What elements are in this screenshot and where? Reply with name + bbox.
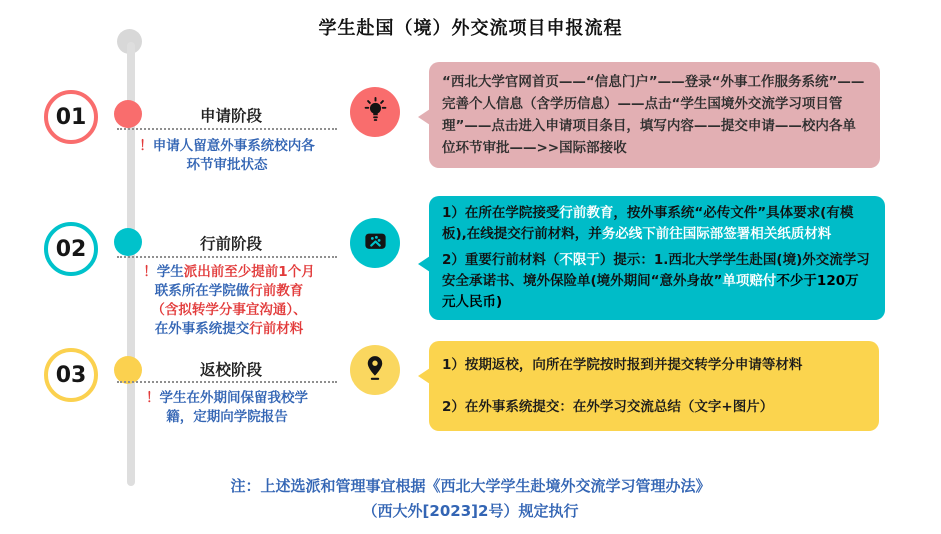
- detail-segment-highlight: 不限于: [559, 252, 600, 268]
- warning-segment: 联系所在学院做: [154, 283, 250, 299]
- stage-2-dotted-divider: [117, 256, 337, 258]
- stage-1-warning-text: 申请人留意外事系统校内各环节审批状态: [152, 138, 315, 173]
- stage-1-timeline-dot: [114, 100, 142, 128]
- stage-1-number-badge: [44, 90, 98, 144]
- stage-3-icon-circle: [350, 345, 400, 395]
- warning-exclamation: ！: [143, 264, 157, 280]
- stage-3-detail-bubble: [429, 341, 879, 431]
- stage-1-number: 01: [55, 104, 87, 130]
- stage-3-detail-item: 1）按期返校，向所在学院按时报到并提交转学分申请等材料: [442, 357, 803, 373]
- warning-line: [118, 301, 340, 320]
- stage-2-detail-item: [442, 203, 872, 245]
- stage-1-detail-text: “西北大学官网首页——“信息门户”——登录“外事工作服务系统”——完善个人信息（含学历信息）——点击“学生国境外交流学习项目管理”——点击进入申请项目条目，填写内容——提交申请——校内各单位环节审批——>>国际部接收: [442, 74, 865, 156]
- warning-line: [118, 263, 340, 282]
- warning-line: [118, 320, 340, 339]
- stage-2-label: 行前阶段: [199, 235, 262, 253]
- detail-segment: ，按外事系统“必传文件”具体要求(有模板),在线提交行前材料，并: [442, 205, 854, 242]
- stage-1-icon-circle: [350, 87, 400, 137]
- detail-segment: ）提示：1.西北大学学生赴国(境)外交流学习安全承诺书、境外保险单(境外期间“意外身故”: [442, 252, 870, 289]
- stage-3-timeline-dot: [114, 356, 142, 384]
- warning-line: [118, 282, 340, 301]
- footer-note: [0, 474, 941, 524]
- warning-exclamation: ！: [146, 390, 160, 406]
- stage-3-warning-note: [138, 389, 316, 427]
- warning-segment: 行前材料: [249, 321, 304, 337]
- stage-2-detail-item: [442, 250, 872, 313]
- stage-3-number: 03: [55, 362, 87, 388]
- warning-segment: 行前教育: [249, 283, 304, 299]
- stage-3-label: 返校阶段: [199, 361, 262, 379]
- stage-2-number: 02: [55, 236, 87, 262]
- stage-3-dotted-divider: [117, 381, 337, 383]
- stage-1-warning-note: [138, 137, 316, 175]
- warning-exclamation: ！: [139, 138, 153, 154]
- stage-1-dotted-divider: [117, 128, 337, 130]
- detail-segment-highlight: 务必线下前往国际部签署相关纸质材料: [601, 226, 832, 242]
- detail-segment-highlight: 单项赔付: [722, 273, 777, 289]
- stage-2-number-badge: [44, 222, 98, 276]
- detail-segment-highlight: 行前教育: [559, 205, 614, 221]
- detail-segment: 2）重要行前材料（: [442, 252, 560, 268]
- warning-segment: 学生: [156, 264, 184, 280]
- page-title: 学生赴国（境）外交流项目申报流程: [318, 18, 623, 39]
- stage-2-warning-note: [118, 263, 340, 339]
- location-pin-icon: [361, 354, 389, 386]
- stage-1-detail-bubble: [429, 62, 880, 168]
- stage-1-label: 申请阶段: [199, 107, 262, 125]
- warning-segment: 派出前至少提前1个月: [183, 264, 315, 280]
- stage-2-timeline-dot: [114, 228, 142, 256]
- warning-segment: 在外事系统提交: [154, 321, 250, 337]
- presentation-board-icon: [362, 228, 389, 259]
- stage-2-detail-bubble: [429, 196, 885, 320]
- footer-note-line-1: 注：上述选派和管理事宜根据《西北大学学生赴境外交流学习管理办法》: [230, 477, 711, 495]
- detail-segment: 1）在所在学院接受: [442, 205, 560, 221]
- detail-segment-bold: 不少于120万元人民币): [442, 273, 859, 310]
- stage-3-number-badge: [44, 348, 98, 402]
- stage-3-detail-item: 2）在外事系统提交：在外学习交流总结（文字+图片）: [442, 399, 774, 415]
- stage-2-icon-circle: [350, 218, 400, 268]
- warning-segment: （含拟转学分事宜沟通）、: [151, 302, 307, 318]
- lightbulb-icon: [362, 97, 389, 128]
- footer-note-line-2: （西大外[2023]2号）规定执行: [362, 502, 579, 520]
- stage-3-warning-text: 学生在外期间保留我校学籍，定期向学院报告: [159, 390, 308, 425]
